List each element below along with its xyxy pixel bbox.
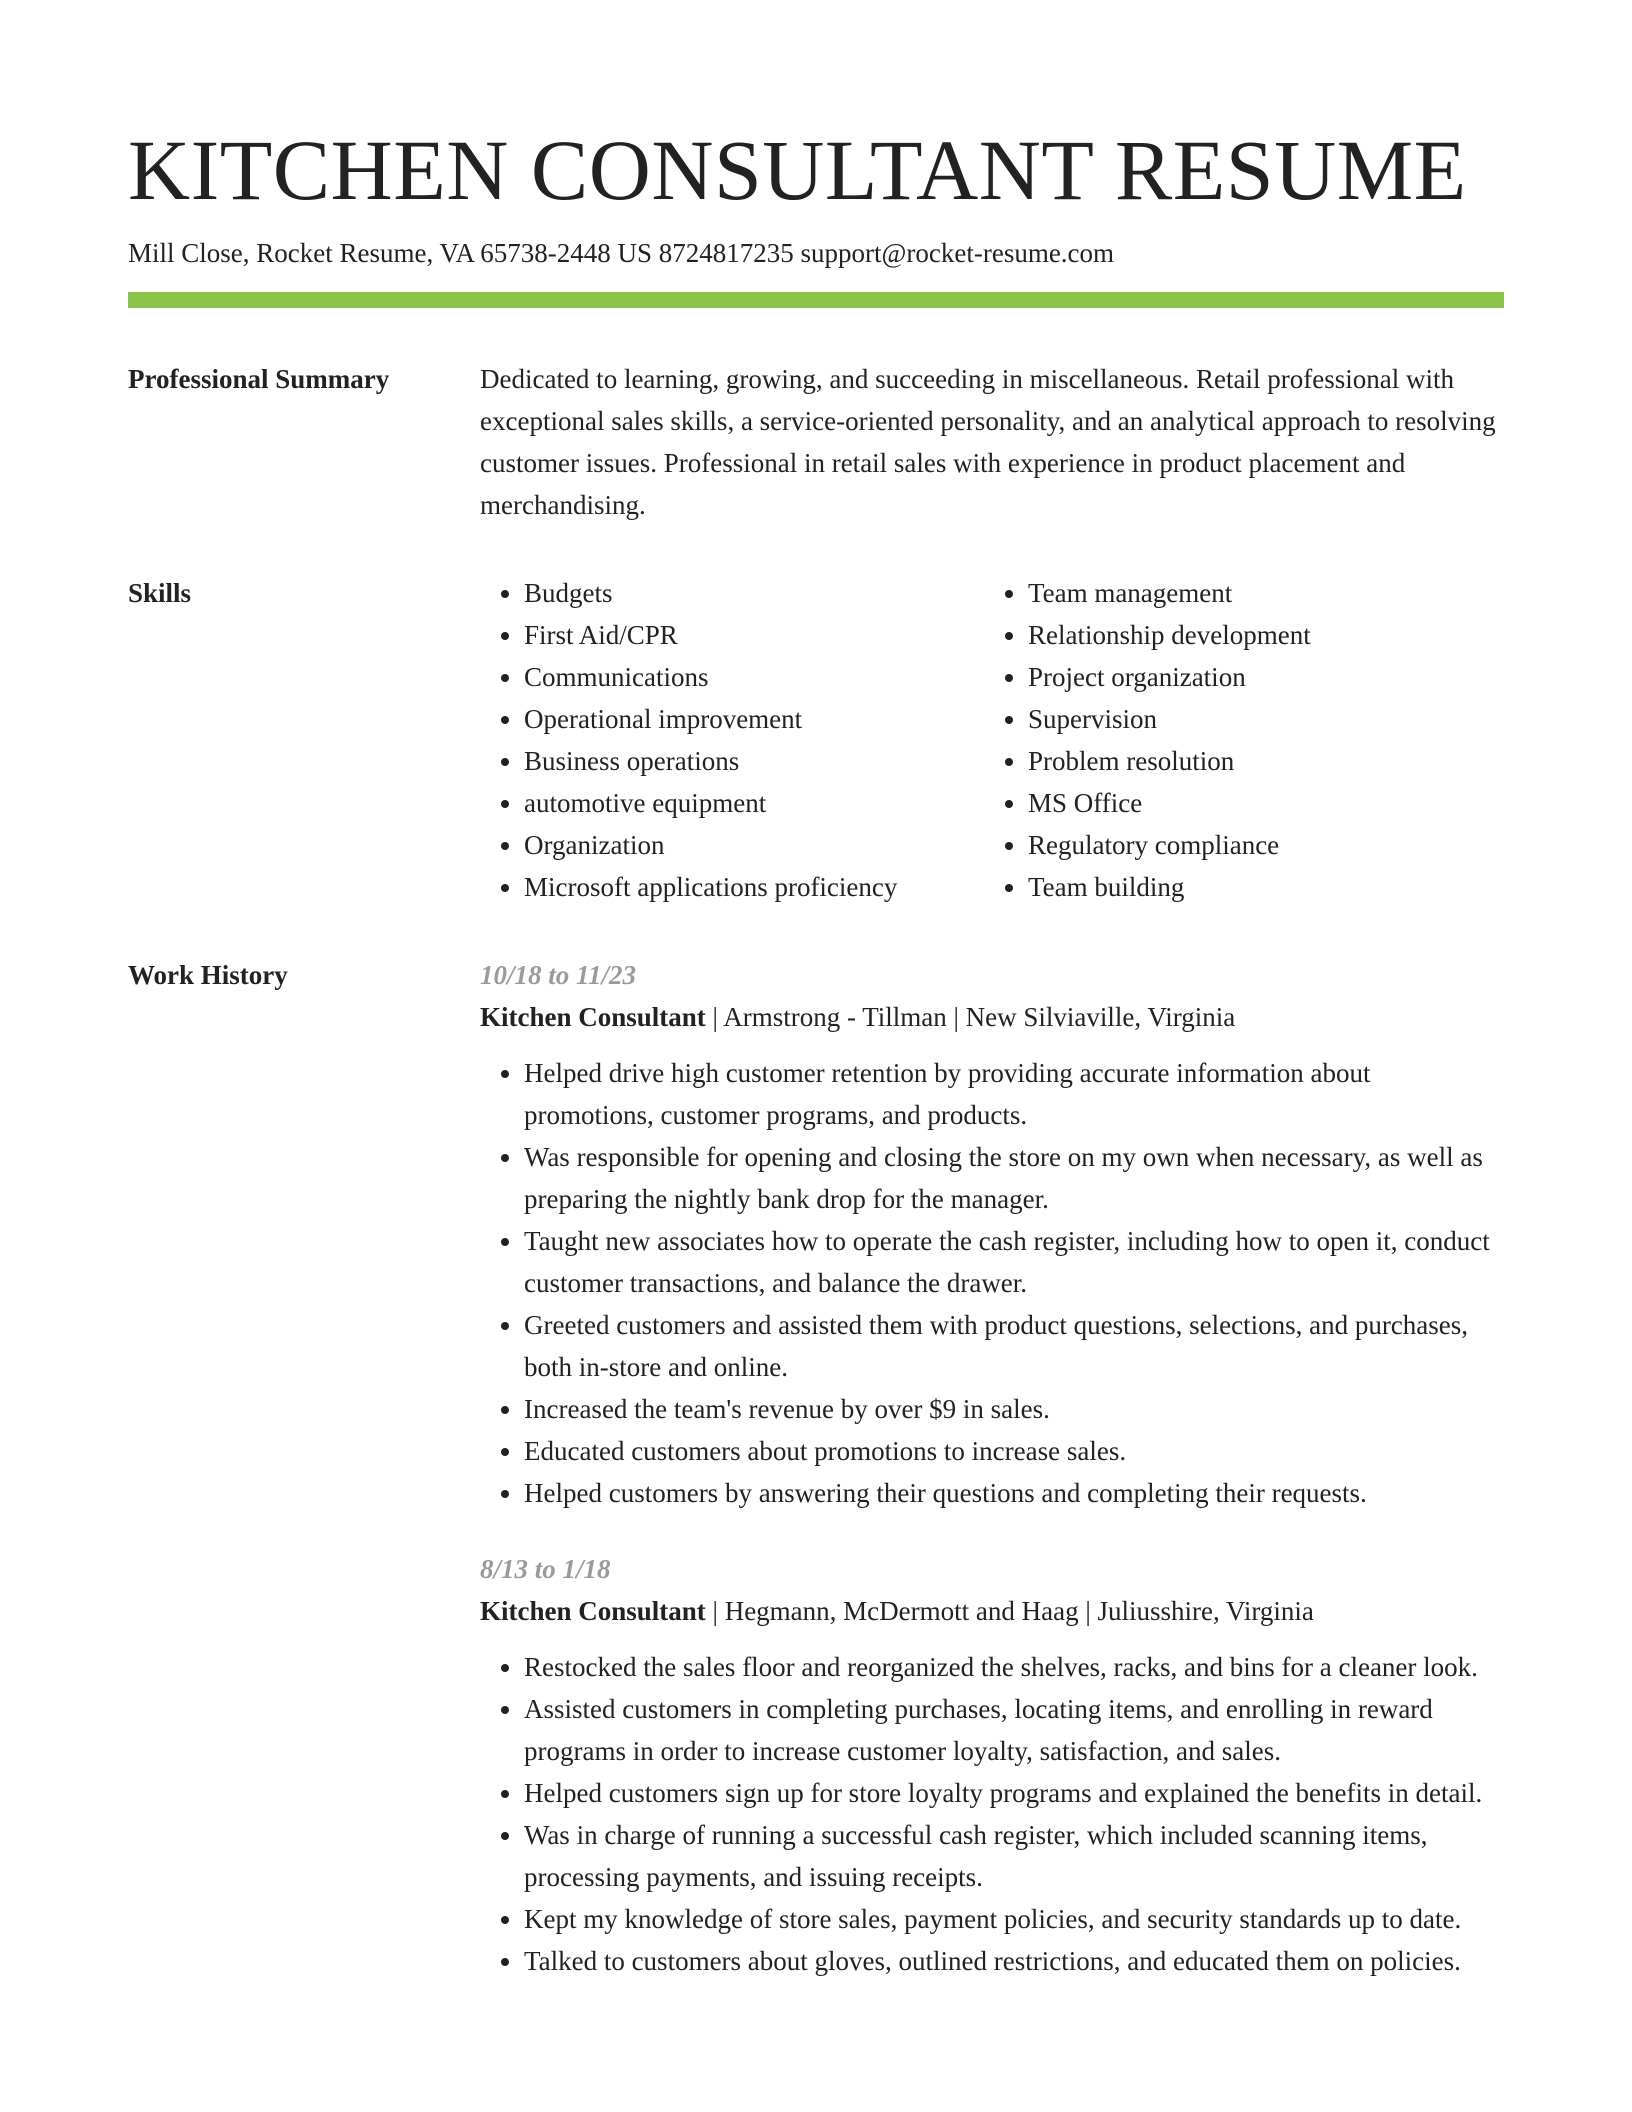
skill-item: • Budgets bbox=[524, 572, 984, 614]
skills-section bbox=[128, 572, 1504, 908]
skill-item: • Communications bbox=[524, 656, 984, 698]
skill-item: • Business operations bbox=[524, 740, 984, 782]
skill-item: • Organization bbox=[524, 824, 984, 866]
skill-item: • automotive equipment bbox=[524, 782, 984, 824]
skill-item: • Supervision bbox=[1028, 698, 1311, 740]
summary-text: Dedicated to learning, growing, and succeeding in miscellaneous. Retail professional with exceptional sales skills, a service-oriented personality, and an analytical approach to resolving customer issues. Professional in retail sales with experience in product placement and merchandising. bbox=[480, 364, 1496, 520]
job-dates: 8/13 to 1/18 bbox=[480, 1554, 611, 1584]
job-bullet: • Kept my knowledge of store sales, payment policies, and security standards up to date. bbox=[524, 1898, 1504, 1940]
job-bullet: • Educated customers about promotions to increase sales. bbox=[524, 1430, 1504, 1472]
skills-list-right bbox=[984, 572, 1311, 908]
skills-list-left bbox=[480, 572, 984, 908]
job-bullet: • Helped customers sign up for store loyalty programs and explained the benefits in detail. bbox=[524, 1772, 1504, 1814]
contact-line: Mill Close, Rocket Resume, VA 65738-2448 US 8724817235 support@rocket-resume.com bbox=[128, 238, 1115, 268]
skill-item: • Operational improvement bbox=[524, 698, 984, 740]
skill-item: • Project organization bbox=[1028, 656, 1311, 698]
job-bullet: • Helped customers by answering their questions and completing their requests. bbox=[524, 1472, 1504, 1514]
job-dates: 10/18 to 11/23 bbox=[480, 960, 637, 990]
skills-heading: Skills bbox=[128, 578, 192, 608]
job-bullet: • Talked to customers about gloves, outlined restrictions, and educated them on policies. bbox=[524, 1940, 1504, 1982]
skill-item: • MS Office bbox=[1028, 782, 1311, 824]
skill-item: • Team management bbox=[1028, 572, 1311, 614]
summary-heading: Professional Summary bbox=[128, 364, 390, 394]
job-details: | Hegmann, McDermott and Haag | Juliusshire, Virginia bbox=[705, 1596, 1314, 1626]
work-history-section bbox=[128, 954, 1504, 2016]
job-bullet: • Increased the team's revenue by over $9 in sales. bbox=[524, 1388, 1504, 1430]
skill-item: • Team building bbox=[1028, 866, 1311, 908]
job-bullet: • Was in charge of running a successful cash register, which included scanning items, processing payments, and issuing receipts. bbox=[524, 1814, 1504, 1898]
job-entry bbox=[480, 954, 1504, 1514]
job-bullet: • Assisted customers in completing purchases, locating items, and enrolling in reward programs in order to increase customer loyalty, satisfaction, and sales. bbox=[524, 1688, 1504, 1772]
job-role: Kitchen Consultant bbox=[480, 1002, 706, 1032]
job-bullets bbox=[480, 1052, 1504, 1514]
job-bullet: • Restocked the sales floor and reorganized the shelves, racks, and bins for a cleaner look. bbox=[524, 1646, 1504, 1688]
job-bullet: • Was responsible for opening and closing the store on my own when necessary, as well as preparing the nightly bank drop for the manager. bbox=[524, 1136, 1504, 1220]
job-entry bbox=[480, 1548, 1504, 1982]
job-bullets bbox=[480, 1646, 1504, 1982]
summary-section bbox=[128, 358, 1504, 526]
job-details: | Armstrong - Tillman | New Silviaville, Virginia bbox=[705, 1002, 1236, 1032]
skill-item: • Regulatory compliance bbox=[1028, 824, 1311, 866]
work-history-heading: Work History bbox=[128, 960, 288, 990]
job-bullet: • Greeted customers and assisted them with product questions, selections, and purchases, both in-store and online. bbox=[524, 1304, 1504, 1388]
skill-item: • Problem resolution bbox=[1028, 740, 1311, 782]
job-header bbox=[480, 996, 1504, 1038]
job-bullet: • Taught new associates how to operate the cash register, including how to open it, conduct customer transactions, and balance the drawer. bbox=[524, 1220, 1504, 1304]
job-header bbox=[480, 1590, 1504, 1632]
accent-divider bbox=[128, 292, 1504, 308]
skill-item: • Microsoft applications proficiency bbox=[524, 866, 984, 908]
job-bullet: • Helped drive high customer retention by providing accurate information about promotions, customer programs, and products. bbox=[524, 1052, 1504, 1136]
job-role: Kitchen Consultant bbox=[480, 1596, 706, 1626]
skill-item: • Relationship development bbox=[1028, 614, 1311, 656]
skill-item: • First Aid/CPR bbox=[524, 614, 984, 656]
resume-title: KITCHEN CONSULTANT RESUME bbox=[128, 122, 1467, 218]
